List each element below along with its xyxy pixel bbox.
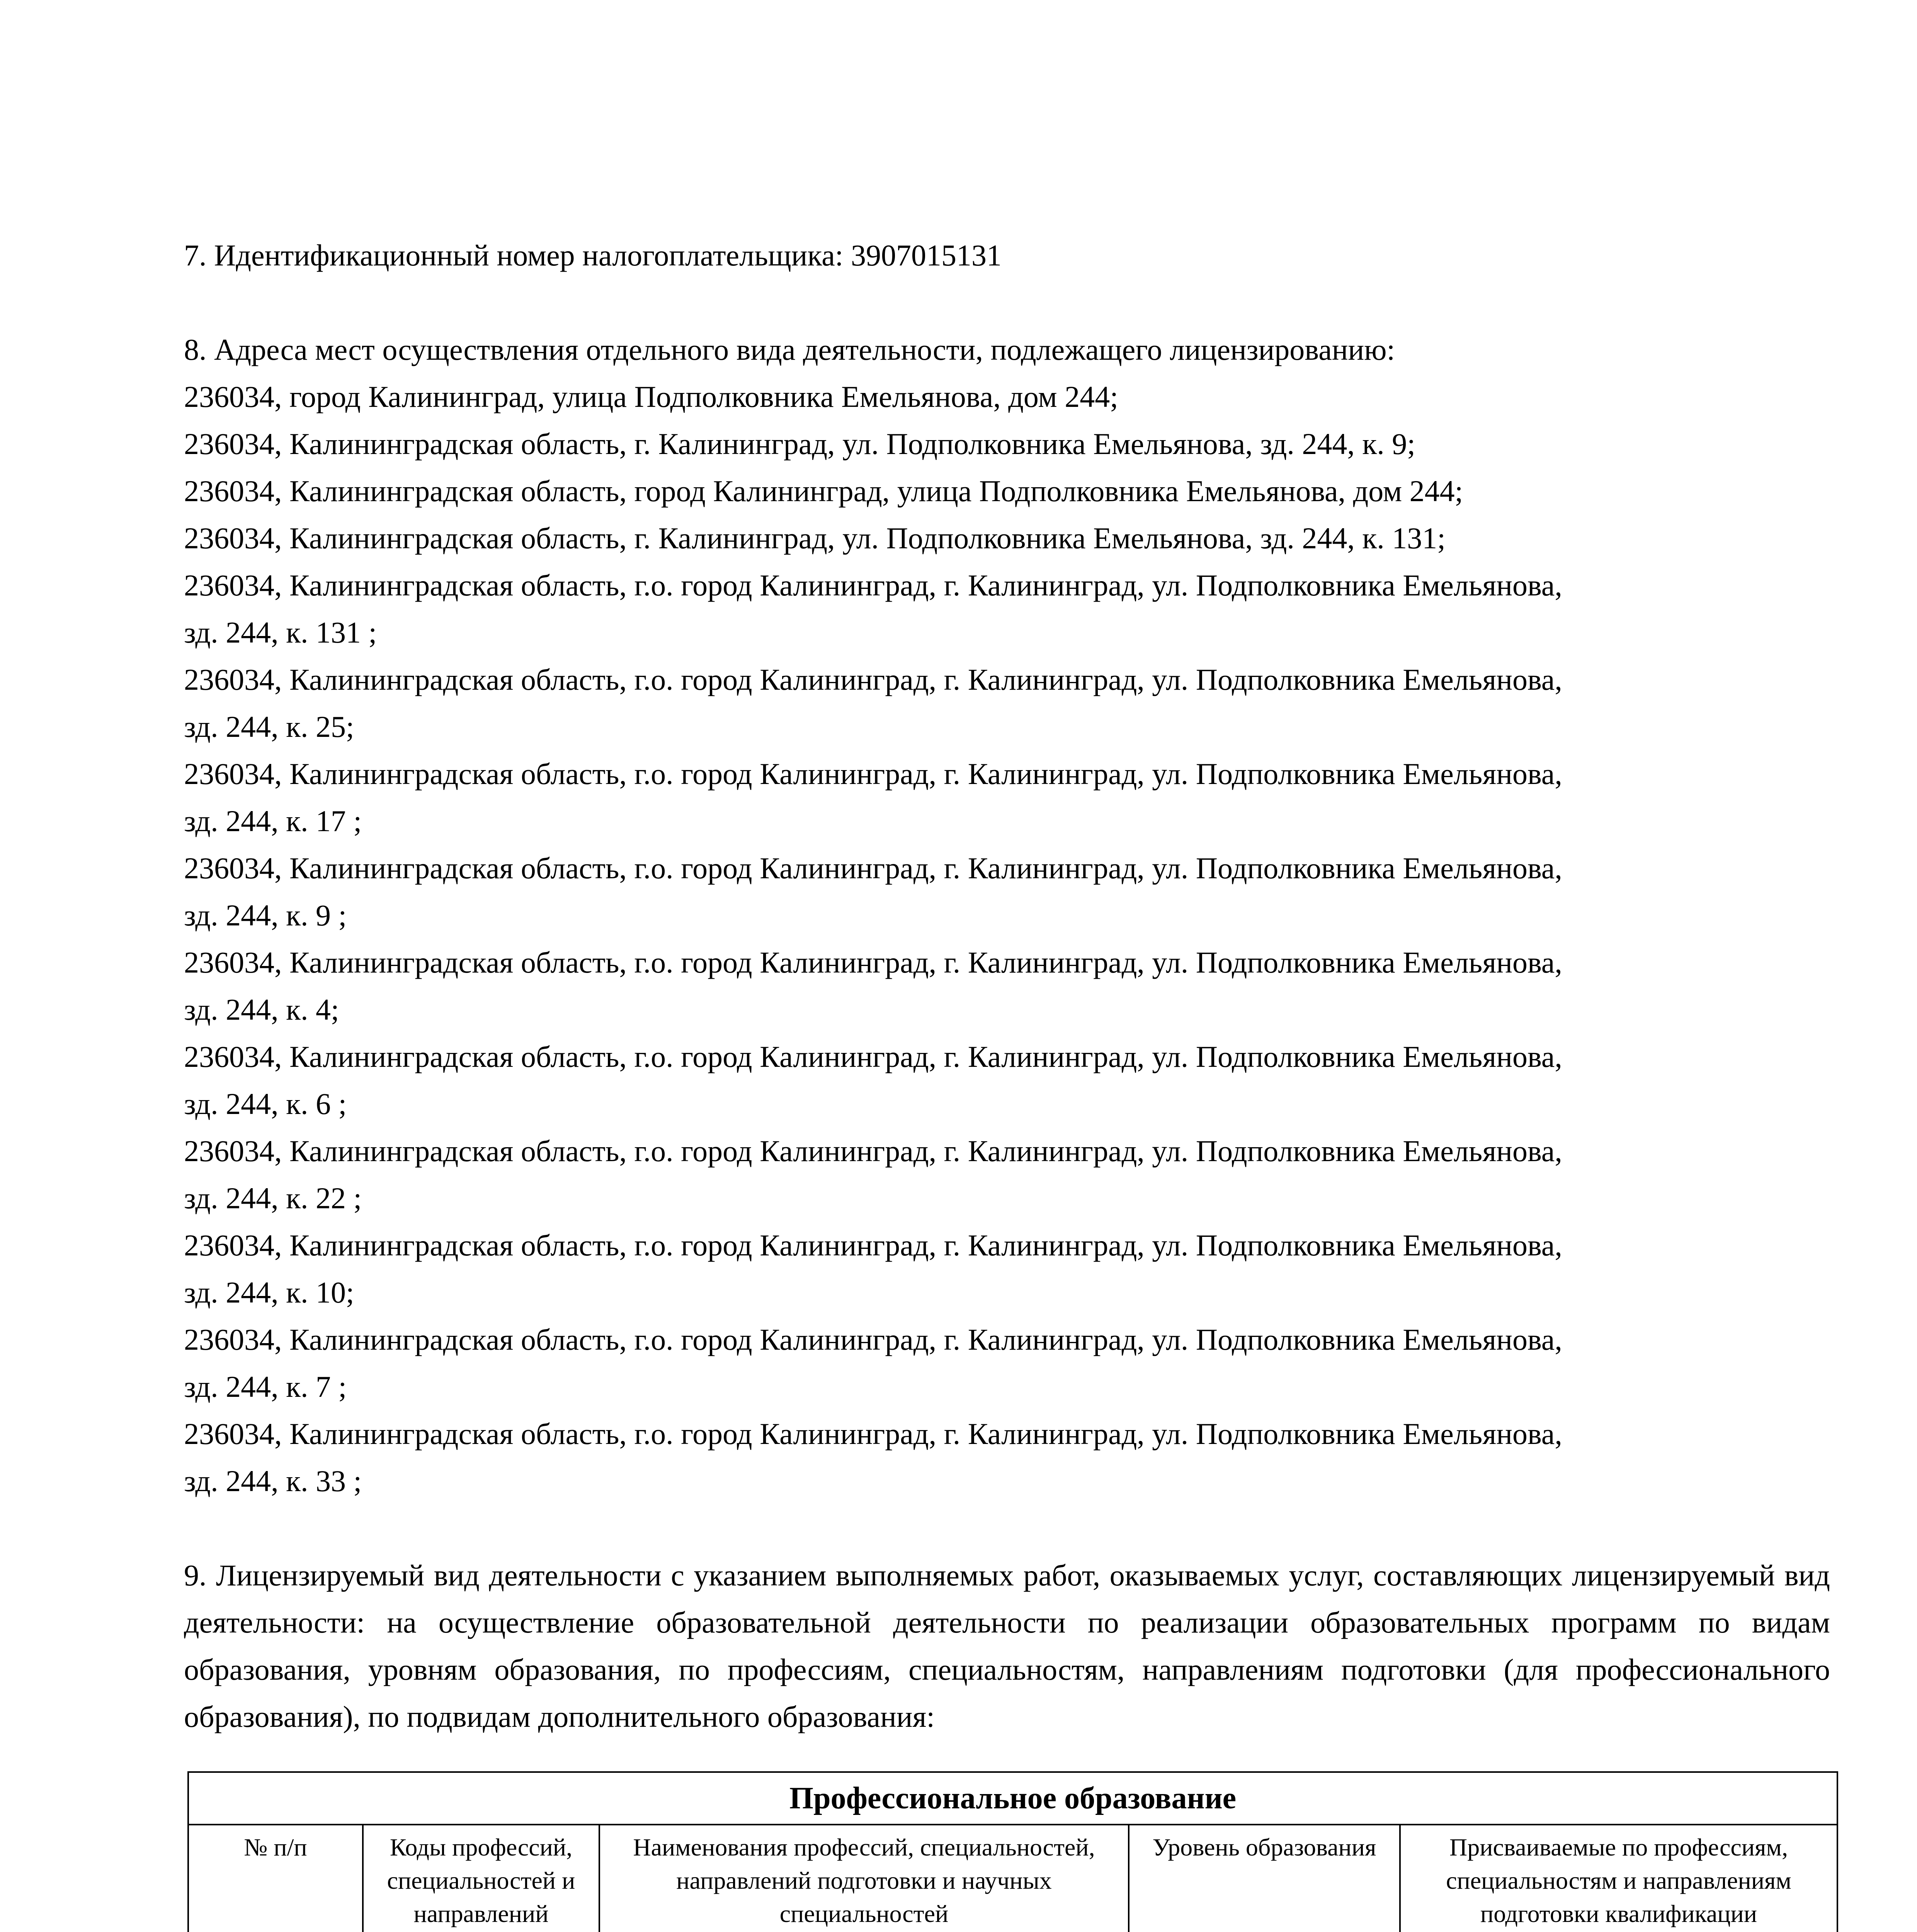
address-line: 236034, Калининградская область, г.о. город Калининград, г. Калининград, ул. Подполковника Емельянова,: [184, 851, 1562, 885]
address-line: 236034, Калининградская область, г. Калининград, ул. Подполковника Емельянова, зд. 244, к. 9;: [184, 427, 1415, 461]
address-line: 236034, Калининградская область, г. Калининград, ул. Подполковника Емельянова, зд. 244, к. 131;: [184, 521, 1446, 555]
spacer: [184, 1505, 1830, 1552]
column-header: Присваиваемые по профессиям, специальностям и направлениям подготовки квалификации: [1400, 1825, 1837, 1932]
taxpayer-id: 7. Идентификационный номер налогоплательщика: 3907015131: [184, 238, 1002, 272]
address-line: 236034, Калининградская область, г.о. город Калининград, г. Калининград, ул. Подполковника Емельянова,: [184, 1417, 1562, 1451]
address-line: зд. 244, к. 131 ;: [184, 616, 377, 649]
table-title: Профессиональное образование: [188, 1772, 1837, 1825]
address-line: зд. 244, к. 10;: [184, 1276, 354, 1309]
address-line: 236034, Калининградская область, г.о. город Калининград, г. Калининград, ул. Подполковника Емельянова,: [184, 663, 1562, 696]
column-header: Коды профессий, специальностей и направлений: [363, 1825, 599, 1932]
spacer: [184, 279, 1830, 326]
address-line: зд. 244, к. 4;: [184, 993, 339, 1026]
education-programs-table: [187, 1771, 1838, 1932]
address-line: 236034, Калининградская область, г.о. город Калининград, г. Калининград, ул. Подполковника Емельянова,: [184, 1228, 1562, 1262]
address-line: 236034, Калининградская область, г.о. город Калининград, г. Калининград, ул. Подполковника Емельянова,: [184, 1040, 1562, 1073]
address-line: зд. 244, к. 6 ;: [184, 1087, 347, 1121]
address-line: зд. 244, к. 33 ;: [184, 1464, 362, 1498]
address-line: 236034, Калининградская область, г.о. город Калининград, г. Калининград, ул. Подполковника Емельянова,: [184, 568, 1562, 602]
address-list: [184, 373, 1830, 1505]
address-line: зд. 244, к. 17 ;: [184, 804, 362, 838]
column-header: Уровень образования: [1129, 1825, 1400, 1932]
address-line: 236034, Калининградская область, г.о. город Калининград, г. Калининград, ул. Подполковника Емельянова,: [184, 946, 1562, 979]
column-header: Наименования профессий, специальностей, направлений подготовки и научных специальностей: [599, 1825, 1129, 1932]
table-header-row: [188, 1825, 1837, 1932]
column-header: № п/п: [188, 1825, 363, 1932]
addresses-heading: 8. Адреса мест осуществления отдельного вида деятельности, подлежащего лицензированию:: [184, 333, 1395, 366]
address-line: зд. 244, к. 22 ;: [184, 1181, 362, 1215]
address-line: 236034, Калининградская область, г.о. город Калининград, г. Калининград, ул. Подполковника Емельянова,: [184, 1323, 1562, 1356]
address-line: 236034, город Калининград, улица Подполковника Емельянова, дом 244;: [184, 380, 1118, 413]
address-line: зд. 244, к. 25;: [184, 710, 354, 743]
document-body: [184, 232, 1830, 1740]
address-line: 236034, Калининградская область, город Калининград, улица Подполковника Емельянова, дом 244;: [184, 474, 1463, 508]
licensed-activity-paragraph: 9. Лицензируемый вид деятельности с указанием выполняемых работ, оказываемых услуг, составляющих лицензируемый вид деятельности: на осуществление образовательной деятельности по реализации образовательных программ по видам образования, уровням образования, по профессиям, специальностям, направлениям подготовки (для профессионального образования), по подвидам дополнительного образования:: [184, 1558, 1830, 1733]
address-line: зд. 244, к. 7 ;: [184, 1370, 347, 1403]
address-line: 236034, Калининградская область, г.о. город Калининград, г. Калининград, ул. Подполковника Емельянова,: [184, 1134, 1562, 1168]
table-title-row: [188, 1772, 1837, 1825]
address-line: 236034, Калининградская область, г.о. город Калининград, г. Калининград, ул. Подполковника Емельянова,: [184, 757, 1562, 791]
address-line: зд. 244, к. 9 ;: [184, 898, 347, 932]
